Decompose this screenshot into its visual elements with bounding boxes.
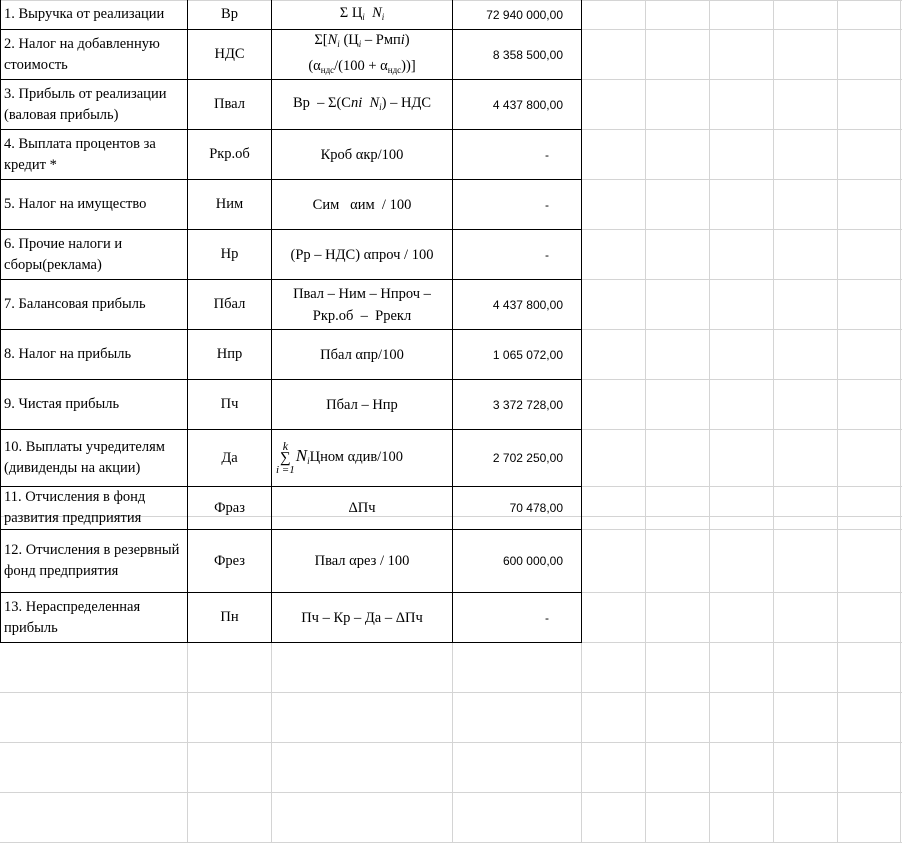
row-formula-line: Пвал – Ним – Нпроч – [293, 285, 431, 302]
row-name-cell[interactable] [1, 30, 187, 79]
row-symbol: НДС [214, 46, 245, 62]
row-symbol-cell[interactable] [188, 30, 271, 79]
gridline-col [837, 0, 838, 843]
row-value: 72 940 000,00 [486, 7, 563, 22]
row-name-cell[interactable] [1, 430, 187, 486]
gridline-col [900, 0, 901, 843]
row-symbol-cell[interactable] [188, 593, 271, 642]
row-value-cell[interactable] [453, 530, 581, 592]
row-value: - [545, 247, 549, 262]
row-formula-cell[interactable] [272, 530, 452, 592]
gridline-col [709, 0, 710, 843]
table-border [581, 0, 582, 643]
row-symbol-cell[interactable] [188, 330, 271, 379]
row-formula-cell[interactable] [272, 130, 452, 179]
row-value-cell[interactable] [453, 30, 581, 79]
row-value-cell[interactable] [453, 430, 581, 486]
table-border [0, 642, 582, 643]
row-formula-cell[interactable] [272, 593, 452, 642]
row-name: 9. Чистая прибыль [4, 396, 120, 412]
row-symbol-cell[interactable] [188, 130, 271, 179]
row-formula-cell[interactable] [272, 280, 452, 329]
row-symbol-cell[interactable] [188, 487, 271, 529]
row-value: - [545, 197, 549, 212]
row-name-cell[interactable] [1, 487, 187, 529]
row-value: 3 372 728,00 [492, 397, 563, 412]
row-symbol: Фрез [213, 552, 246, 569]
row-formula: $N_iЦном$ αдив/100 [295, 445, 403, 466]
row-symbol: Фраз [214, 499, 245, 516]
row-formula-cell[interactable] [272, 330, 452, 379]
row-name: 5. Налог на имущество [4, 196, 147, 212]
row-name: 7. Балансовая прибыль [4, 296, 146, 312]
row-value-cell[interactable] [453, 180, 581, 229]
row-symbol: Пн [220, 609, 239, 625]
gridline-row [0, 692, 902, 693]
row-value: 4 437 800,00 [492, 297, 563, 312]
row-symbol: Нпр [216, 346, 243, 362]
row-formula-cell[interactable] [272, 0, 452, 29]
row-symbol: Пбал [213, 296, 246, 312]
row-formula: Пбал αпр/100 [320, 346, 404, 363]
row-formula: Вр – Σ(Сni $N_i$) – НДС [292, 94, 432, 112]
row-formula-cell[interactable] [272, 180, 452, 229]
row-value: - [545, 610, 549, 625]
row-formula-cell[interactable] [272, 30, 452, 79]
row-name: 10. Выплаты учредителям (дивиденды на акции) [4, 439, 165, 476]
row-value-cell[interactable] [453, 230, 581, 279]
row-value-cell[interactable] [453, 380, 581, 429]
row-formula-cell[interactable] [272, 380, 452, 429]
row-value-cell[interactable] [453, 487, 581, 529]
row-value: 2 702 250,00 [492, 451, 563, 465]
row-symbol: Вр [221, 6, 238, 22]
summation-sign: k ∑ i =1 [276, 439, 295, 476]
row-name: 13. Нераспределенная прибыль [4, 598, 141, 636]
row-symbol-cell[interactable] [188, 180, 271, 229]
row-formula: Пбал – Нпр [326, 396, 398, 413]
row-name: 2. Налог на добавленную стоимость [4, 35, 160, 73]
row-name-cell[interactable] [1, 530, 187, 592]
row-value: - [545, 147, 549, 162]
row-name-cell[interactable] [1, 230, 187, 279]
row-name: 1. Выручка от реализации [4, 6, 165, 22]
row-symbol-cell[interactable] [188, 80, 271, 129]
row-name-cell[interactable] [1, 0, 187, 29]
gridline-row [0, 792, 902, 793]
row-formula: (Рр – НДС) αпроч / 100 [290, 246, 434, 263]
row-name-cell[interactable] [1, 593, 187, 642]
row-formula-line: $(\alpha_{ндс}/(100 + \alpha_{ндс}))$] [308, 57, 416, 75]
row-name: 11. Отчисления в фонд развития предприятия [4, 489, 146, 526]
row-symbol-cell[interactable] [188, 530, 271, 592]
row-symbol-cell[interactable] [188, 0, 271, 29]
row-symbol: Пвал [214, 96, 245, 112]
row-name: 12. Отчисления в резервный фонд предприятия [4, 542, 180, 579]
row-formula-cell[interactable] [272, 487, 452, 529]
row-value-cell[interactable] [453, 0, 581, 29]
row-value: 4 437 800,00 [492, 97, 563, 112]
row-symbol: Ним [215, 196, 244, 212]
row-symbol: Пч [220, 396, 239, 412]
row-name: 8. Налог на прибыль [4, 346, 132, 362]
row-formula: ΔПч [348, 500, 376, 516]
row-value: 70 478,00 [509, 501, 563, 515]
row-formula: Сим αим / 100 [312, 196, 412, 213]
row-formula-line: Ркр.об – Ррекл [312, 307, 412, 324]
row-symbol-cell[interactable] [188, 230, 271, 279]
row-name-cell[interactable] [1, 280, 187, 329]
row-formula: Пвал αрез / 100 [314, 553, 410, 569]
row-value-cell[interactable] [453, 330, 581, 379]
row-value-cell[interactable] [453, 593, 581, 642]
row-formula-cell[interactable] [272, 230, 452, 279]
row-value: 8 358 500,00 [492, 47, 563, 62]
row-value-cell[interactable] [453, 130, 581, 179]
row-formula-cell[interactable] [272, 430, 452, 486]
row-name-cell[interactable] [1, 330, 187, 379]
row-name: 4. Выплата процентов за кредит * [4, 135, 156, 173]
row-symbol: Ркр.об [209, 146, 250, 162]
row-name: 6. Прочие налоги и сборы(реклама) [4, 235, 123, 273]
gridline-col [773, 0, 774, 843]
row-value: 1 065 072,00 [492, 347, 563, 362]
row-formula-line: $\Sigma[N_i$ ($Ц_i$ – Рмпi) [314, 31, 410, 49]
row-symbol-cell[interactable] [188, 380, 271, 429]
row-value: 600 000,00 [502, 554, 563, 568]
row-formula: Σ $Ц_i$ $N_i$ [339, 4, 385, 22]
row-value-cell[interactable] [453, 80, 581, 129]
row-name-cell[interactable] [1, 380, 187, 429]
row-symbol: Нр [220, 246, 239, 262]
row-formula-cell[interactable] [272, 80, 452, 129]
row-symbol-cell[interactable] [188, 280, 271, 329]
row-symbol: Да [221, 449, 238, 466]
row-formula: Пч – Кр – Да – ΔПч [301, 609, 423, 626]
row-formula: Кроб αкр/100 [320, 146, 404, 163]
row-name-cell[interactable] [1, 80, 187, 129]
gridline-col [645, 0, 646, 843]
gridline-row [0, 742, 902, 743]
row-name: 3. Прибыль от реализации (валовая прибыль) [4, 85, 167, 123]
row-name-cell[interactable] [1, 180, 187, 229]
row-value-cell[interactable] [453, 280, 581, 329]
row-name-cell[interactable] [1, 130, 187, 179]
row-symbol-cell[interactable] [188, 430, 271, 486]
